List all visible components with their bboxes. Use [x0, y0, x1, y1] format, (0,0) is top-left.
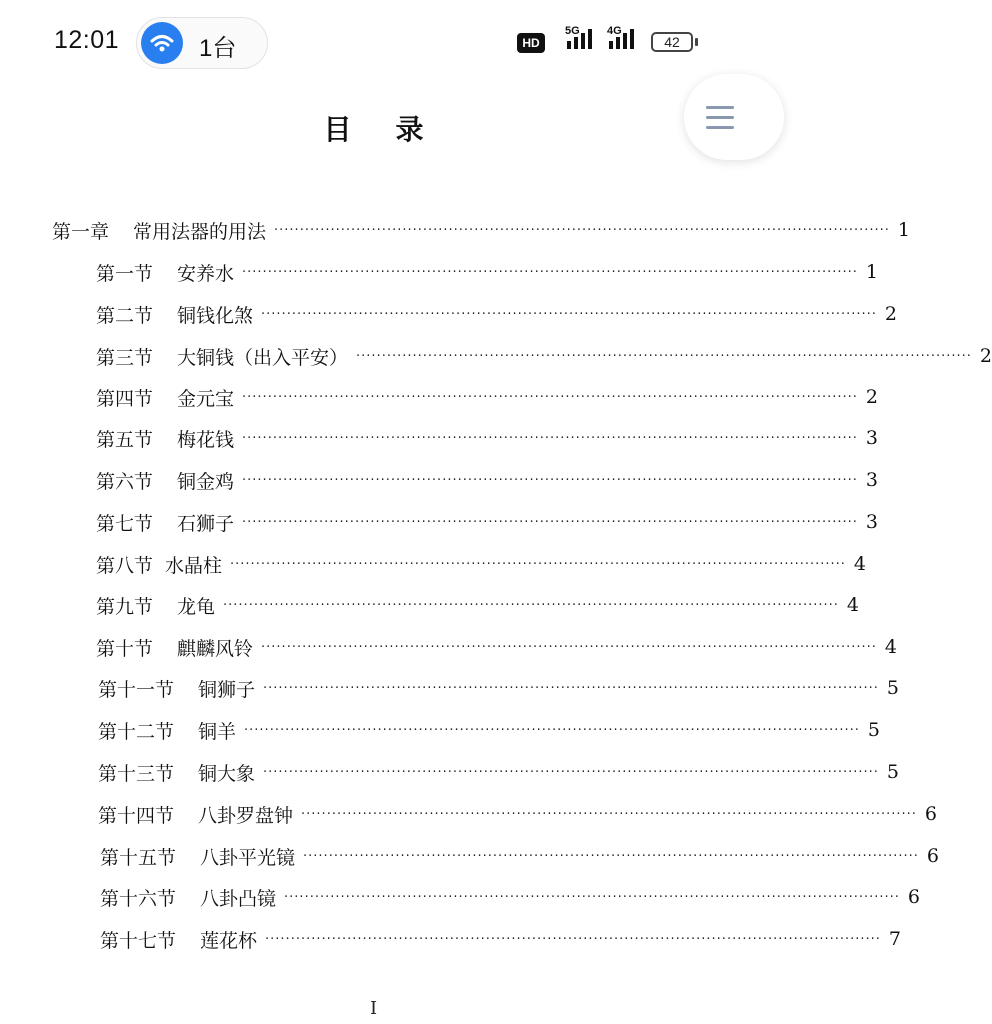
toc-entry-label: 第八节 — [96, 554, 154, 577]
toc-leader-dots: ························································································································ — [242, 430, 858, 446]
toc-entry[interactable] — [96, 507, 879, 537]
toc-entry-label: 第七节 — [96, 512, 154, 535]
toc-entry-label: 第十七节 — [100, 929, 177, 952]
toc-entry[interactable] — [96, 423, 879, 453]
toc-entry[interactable] — [96, 465, 879, 495]
toc-entry-title: 八卦平光镜 — [200, 846, 296, 869]
toc-entry-page: 2 — [865, 386, 879, 408]
toc-leader-dots: ························································································································ — [230, 556, 846, 572]
hd-voice-badge: HD — [517, 33, 545, 53]
toc-entry[interactable] — [98, 799, 938, 829]
toc-entry-title: 梅花钱 — [177, 428, 235, 451]
toc-entry-page: 2 — [884, 303, 898, 325]
battery-icon: 42 — [651, 32, 693, 52]
toc-entry-title: 石狮子 — [177, 512, 235, 535]
toc-leader-dots: ························································································································ — [265, 931, 881, 947]
toc-entry-title: 大铜钱（出入平安） — [177, 346, 349, 369]
page-title: 目录 — [323, 113, 468, 146]
toc-entry-page: 7 — [888, 928, 902, 950]
toc-entry-page: 5 — [886, 761, 900, 783]
toc-leader-dots: ························································································································ — [284, 889, 900, 905]
toc-entry-title: 莲花杯 — [200, 929, 258, 952]
toc-entry-label: 第二节 — [96, 304, 154, 327]
toc-entry-page: 5 — [867, 719, 881, 741]
toc-entry-page: 2 — [979, 345, 992, 367]
toc-entry-label: 第四节 — [96, 387, 154, 410]
toc-entry-title: 安养水 — [177, 262, 235, 285]
toc-entry-page: 6 — [907, 886, 921, 908]
toc-entry-label: 第十二节 — [98, 720, 175, 743]
toc-leader-dots: ························································································································ — [242, 514, 858, 530]
toc-entry-title: 八卦罗盘钟 — [198, 804, 294, 827]
toc-entry-title: 八卦凸镜 — [200, 887, 277, 910]
toc-entry-label: 第十三节 — [98, 762, 175, 785]
toc-entry[interactable] — [98, 715, 881, 745]
toc-entry-label: 第一章 — [52, 220, 110, 243]
toc-entry-label: 第十节 — [96, 637, 154, 660]
toc-entry[interactable] — [100, 882, 921, 912]
toc-entry-page: 5 — [886, 677, 900, 699]
toc-leader-dots: ························································································································ — [303, 848, 919, 864]
toc-entry-page: 4 — [846, 594, 860, 616]
toc-leader-dots: ························································································································ — [242, 264, 858, 280]
toc-leader-dots: ························································································································ — [356, 348, 972, 364]
page-number: I — [369, 998, 378, 1019]
toc-leader-dots: ························································································································ — [242, 389, 858, 405]
toc-leader-dots: ························································································································ — [242, 472, 858, 488]
toc-leader-dots: ························································································································ — [274, 222, 890, 238]
toc-entry[interactable] — [96, 590, 860, 620]
toc-leader-dots: ························································································································ — [223, 597, 839, 613]
toc-entry[interactable] — [96, 257, 879, 287]
toc-entry[interactable] — [98, 673, 900, 703]
toc-entry-title: 铜金鸡 — [177, 470, 235, 493]
toc-leader-dots: ························································································································ — [244, 722, 860, 738]
toc-entry-title: 铜钱化煞 — [177, 304, 254, 327]
toc-entry-page: 3 — [865, 469, 879, 491]
toc-leader-dots: ························································································································ — [261, 639, 877, 655]
toc-entry-page: 1 — [897, 219, 911, 241]
toc-entry-title: 铜狮子 — [198, 678, 256, 701]
toc-entry-label: 第六节 — [96, 470, 154, 493]
toc-entry-label: 第十四节 — [98, 804, 175, 827]
toc-entry-label: 第五节 — [96, 428, 154, 451]
toc-leader-dots: ························································································································ — [263, 680, 879, 696]
toc-entry-page: 6 — [926, 845, 940, 867]
toc-entry-label: 第十五节 — [100, 846, 177, 869]
wifi-hotspot-icon — [141, 22, 183, 64]
toc-entry-label: 第十六节 — [100, 887, 177, 910]
toc-leader-dots: ························································································································ — [261, 306, 877, 322]
toc-entry-label: 第十一节 — [98, 678, 175, 701]
toc-leader-dots: ························································································································ — [301, 806, 917, 822]
toc-entry[interactable] — [52, 215, 911, 245]
battery-tip — [695, 38, 698, 46]
hotspot-device-count: 1台 — [199, 35, 237, 62]
toc-entry-title: 铜羊 — [198, 720, 237, 743]
status-bar: 12:01 1台 HD 5G 4G 42 — [0, 0, 747, 90]
toc-entry-title: 铜大象 — [198, 762, 256, 785]
toc-entry[interactable] — [96, 632, 898, 662]
toc-entry-page: 3 — [865, 427, 879, 449]
clock: 12:01 — [54, 26, 120, 54]
toc-entry-page: 4 — [853, 553, 867, 575]
hotspot-indicator[interactable] — [136, 17, 268, 69]
toc-entry-title: 水晶柱 — [165, 554, 223, 577]
toc-entry-title: 金元宝 — [177, 387, 235, 410]
toc-entry[interactable] — [96, 341, 992, 371]
toc-entry-page: 1 — [865, 261, 879, 283]
toc-entry-title: 常用法器的用法 — [133, 220, 267, 243]
toc-entry-title: 麒麟风铃 — [177, 637, 254, 660]
toc-entry-page: 4 — [884, 636, 898, 658]
toc-entry[interactable] — [98, 757, 900, 787]
toc-entry-page: 3 — [865, 511, 879, 533]
toc-entry-label: 第三节 — [96, 346, 154, 369]
toc-entry[interactable] — [96, 382, 879, 412]
toc-entry-title: 龙龟 — [177, 595, 216, 618]
toc-entry-label: 第一节 — [96, 262, 154, 285]
toc-entry[interactable] — [96, 549, 867, 579]
toc-entry-page: 6 — [924, 803, 938, 825]
toc-entry[interactable] — [100, 924, 902, 954]
toc-entry[interactable] — [96, 299, 898, 329]
toc-entry[interactable] — [100, 841, 940, 871]
toc-entry-label: 第九节 — [96, 595, 154, 618]
toc-leader-dots: ························································································································ — [263, 764, 879, 780]
